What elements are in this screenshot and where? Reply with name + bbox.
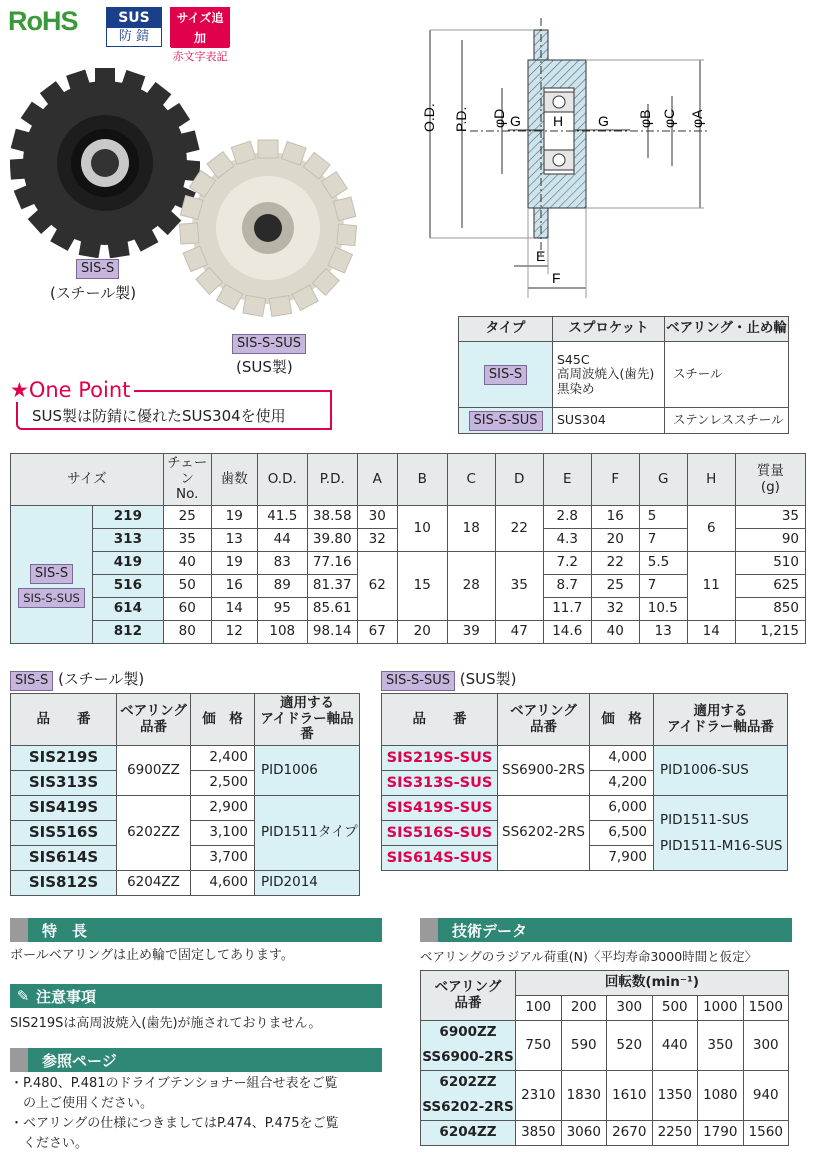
table-cell: 41.5 [257,506,307,529]
e-header: E [543,454,591,506]
d-header: D [495,454,543,506]
tech-subtitle: ベアリングのラジアル荷重(N)〈平均寿命3000時間と仮定〉 [420,949,758,964]
table-cell: 300 [607,996,653,1021]
table-cell: 625 [735,575,805,598]
table-cell: 812 [93,621,164,644]
table-cell: 85.61 [307,598,357,621]
table-cell: 32 [591,598,639,621]
table-cell: 10 [397,506,447,552]
table-cell: 62 [357,552,397,621]
table-cell: 77.16 [307,552,357,575]
table-cell: 4,600 [191,871,255,896]
table-cell: 22 [591,552,639,575]
table-cell: PID1511タイプ [255,796,360,871]
table-cell: 38.58 [307,506,357,529]
sus-caption: (SUS製) [236,358,293,376]
table-cell: 18 [447,506,495,552]
caution-text: SIS219Sは高周波焼入(歯先)が施されておりません。 [10,1016,322,1031]
type-tags-cell: SIS-S SIS-S-SUS [11,506,93,621]
size-header: サイズ [11,454,164,506]
table-cell: 1500 [743,996,789,1021]
table-cell: 20 [591,529,639,552]
table-header-cell: 適用する アイドラー軸品番 [654,694,788,746]
table-cell: 200 [561,996,607,1021]
table-cell: 6 [687,506,735,552]
table-cell: 510 [735,552,805,575]
table-cell: 6900ZZ [117,746,191,796]
table-cell: 28 [447,552,495,621]
table-cell: 3850 [516,1121,562,1146]
bearing-cell: ステンレススチール [665,408,789,434]
dimension-diagram [410,8,810,308]
sprocket-cell: S45C 高周波焼入(歯先) 黒染め [553,342,665,408]
type-cell: SIS-S-SUS [459,408,553,434]
steel-list-title: SIS-S (スチール製) [10,668,144,691]
pd-header: P.D. [307,454,357,506]
table-cell: 44 [257,529,307,552]
table-cell: 1830 [561,1071,607,1121]
table-cell: 7,900 [590,846,654,871]
table-cell: 1350 [652,1071,698,1121]
table-cell [11,621,93,644]
table-cell: 11.7 [543,598,591,621]
table-cell: 25 [591,575,639,598]
table-cell: 313 [93,529,164,552]
sprocket-cell: SUS304 [553,408,665,434]
table-cell: 3,100 [191,821,255,846]
table-cell: 67 [357,621,397,644]
table-cell: SIS614S [11,846,117,871]
sus-price-table [381,693,788,871]
table-cell: 50 [163,575,211,598]
table-cell: 6,500 [590,821,654,846]
table-cell: 22 [495,506,543,552]
table-cell: SS6202-2RS [498,796,590,871]
table-cell: 5.5 [639,552,687,575]
sus-tag: SIS-S-SUS [232,334,306,354]
table-cell: 3060 [561,1121,607,1146]
table-cell: 6202ZZ [117,796,191,871]
mass-header: 質量 (g) [735,454,805,506]
table-cell: 16 [591,506,639,529]
a-label: φA [689,109,705,128]
table-cell: 16 [211,575,257,598]
table-header-cell: 品 番 [382,694,498,746]
table-cell: SIS419S-SUS [382,796,498,821]
table-cell: 6204ZZ [421,1121,516,1146]
type-header: タイプ [459,317,553,342]
table-cell: 15 [397,552,447,621]
table-header-cell: ベアリング 品番 [117,694,191,746]
bearing-header: ベアリング・止め輪 [665,317,789,342]
table-cell: 850 [735,598,805,621]
table-cell: SS6900-2RS [421,1046,516,1071]
table-row [11,621,806,644]
table-cell: SIS313S [11,771,117,796]
table-cell: 440 [652,1021,698,1071]
table-cell: SIS812S [11,871,117,896]
steel-sprocket-image [10,68,200,258]
sus-sprocket-image [178,138,358,318]
table-cell: 4.3 [543,529,591,552]
table-cell: 11 [687,552,735,621]
table-cell: 35 [735,506,805,529]
table-cell: PID1006 [255,746,360,796]
table-cell: 300 [743,1021,789,1071]
tech-table [420,970,789,1146]
table-cell: PID2014 [255,871,360,896]
table-cell: 4,000 [590,746,654,771]
pd-label: P.D. [453,106,469,132]
table-cell: 7 [639,575,687,598]
table-cell: 98.14 [307,621,357,644]
table-cell: 1000 [698,996,744,1021]
table-cell: 47 [495,621,543,644]
sus-list-title: SIS-S-SUS (SUS製) [381,668,517,691]
table-row [11,552,806,575]
table-cell: 12 [211,621,257,644]
table-header-cell: 価 格 [590,694,654,746]
table-cell: 2.8 [543,506,591,529]
table-cell: 32 [357,529,397,552]
g-header: G [639,454,687,506]
table-cell: 3,700 [191,846,255,871]
b-label: φB [637,109,653,128]
g-right-label: G [598,113,609,129]
table-cell: 1610 [607,1071,653,1121]
table-header-cell: 品 番 [11,694,117,746]
table-cell: 2,900 [191,796,255,821]
reference-text: ・P.480、P.481のドライブテンショナー組合せ表をご覧 の上ご使用ください。 ・ベアリングの仕様につきましてはP.474、P.475をご覧 ください。 [10,1076,339,1151]
rohs-logo: RoHS [8,6,78,36]
f-header: F [591,454,639,506]
table-cell: 6204ZZ [117,871,191,896]
steel-tag: SIS-S [76,259,119,279]
table-cell: 750 [516,1021,562,1071]
table-cell: 419 [93,552,164,575]
table-cell: 81.37 [307,575,357,598]
table-cell: SS6202-2RS [421,1096,516,1121]
table-cell: 1560 [743,1121,789,1146]
wrench-icon: ✎ [16,987,30,1005]
table-cell: SIS219S [11,746,117,771]
steel-caption: (スチール製) [50,284,137,302]
table-cell: 520 [607,1021,653,1071]
table-cell: SIS419S [11,796,117,821]
table-header-cell: 価 格 [191,694,255,746]
table-cell: 5 [639,506,687,529]
c-label: φC [661,108,677,128]
e-label: E [536,248,546,264]
reference-header: 参照ページ [10,1048,382,1072]
tech-header: 技術データ [420,918,792,942]
table-cell: 13 [639,621,687,644]
od-header: O.D. [257,454,307,506]
chain-header: チェーン No. [163,454,211,506]
type-cell: SIS-S [459,342,553,408]
table-cell: 10.5 [639,598,687,621]
b-header: B [397,454,447,506]
one-point-box [8,378,338,434]
table-header-cell: 回転数(min⁻¹) [516,971,789,996]
table-cell: 14.6 [543,621,591,644]
table-cell: 40 [591,621,639,644]
table-header-cell: 適用する アイドラー軸品番 [255,694,360,746]
table-cell: 95 [257,598,307,621]
table-row [11,506,806,529]
table-cell: 7.2 [543,552,591,575]
table-header-cell: ベアリング 品番 [498,694,590,746]
table-cell: 1790 [698,1121,744,1146]
steel-price-table [10,693,360,896]
features-text: ボールベアリングは止め輪で固定してあります。 [10,948,294,963]
table-cell: 25 [163,506,211,529]
h-label: H [553,113,564,129]
table-cell: 590 [561,1021,607,1071]
table-cell: 89 [257,575,307,598]
table-cell: PID1511-SUS PID1511-M16-SUS [654,796,788,871]
table-cell: SIS614S-SUS [382,846,498,871]
caution-header: ✎ 注意事項 [10,984,382,1008]
table-cell: 35 [163,529,211,552]
table-header-cell: ベアリング 品番 [421,971,516,1021]
od-label: O.D. [421,103,437,132]
table-cell: 60 [163,598,211,621]
table-cell: 7 [639,529,687,552]
c-header: C [447,454,495,506]
bearing-cell: スチール [665,342,789,408]
g-left-label: G [510,113,521,129]
table-cell: 350 [698,1021,744,1071]
table-cell: 90 [735,529,805,552]
table-cell: 83 [257,552,307,575]
spec-table [10,453,806,644]
h-header: H [687,454,735,506]
one-point-title: ★One Point [10,378,134,402]
table-cell: 516 [93,575,164,598]
table-cell: 20 [397,621,447,644]
table-cell: 80 [163,621,211,644]
table-cell: 14 [211,598,257,621]
table-cell: 2,500 [191,771,255,796]
table-cell: 2310 [516,1071,562,1121]
table-cell: 6,000 [590,796,654,821]
table-cell: 13 [211,529,257,552]
sus-badge: SUS 防 錆 [106,7,162,47]
table-cell: 14 [687,621,735,644]
type-table [458,316,789,434]
sprocket-header: スプロケット [553,317,665,342]
f-label: F [552,270,561,286]
table-cell: 6202ZZ [421,1071,516,1096]
table-cell: PID1006-SUS [654,746,788,796]
table-cell: 2670 [607,1121,653,1146]
table-cell: 2,400 [191,746,255,771]
table-cell: 1,215 [735,621,805,644]
table-cell: 219 [93,506,164,529]
table-cell: 40 [163,552,211,575]
table-cell: 108 [257,621,307,644]
table-cell: SIS313S-SUS [382,771,498,796]
table-cell: 19 [211,506,257,529]
table-cell: 614 [93,598,164,621]
table-cell: 19 [211,552,257,575]
table-cell: 100 [516,996,562,1021]
table-cell: 39 [447,621,495,644]
features-header: 特 長 [10,918,382,942]
table-cell: 39.80 [307,529,357,552]
table-cell: 8.7 [543,575,591,598]
a-header: A [357,454,397,506]
table-cell: 6900ZZ [421,1021,516,1046]
table-cell: 940 [743,1071,789,1121]
table-cell: SIS516S-SUS [382,821,498,846]
size-added-badge: サイズ追加 赤文字表記 [170,7,230,47]
table-cell: SIS219S-SUS [382,746,498,771]
table-cell: 1080 [698,1071,744,1121]
table-cell: SIS516S [11,821,117,846]
table-cell: 30 [357,506,397,529]
d-label: φD [491,108,507,128]
table-cell: 2250 [652,1121,698,1146]
table-cell: 4,200 [590,771,654,796]
table-cell: SS6900-2RS [498,746,590,796]
one-point-text: SUS製は防錆に優れたSUS304を使用 [32,407,286,425]
teeth-header: 歯数 [211,454,257,506]
table-cell: 500 [652,996,698,1021]
table-cell: 35 [495,552,543,621]
